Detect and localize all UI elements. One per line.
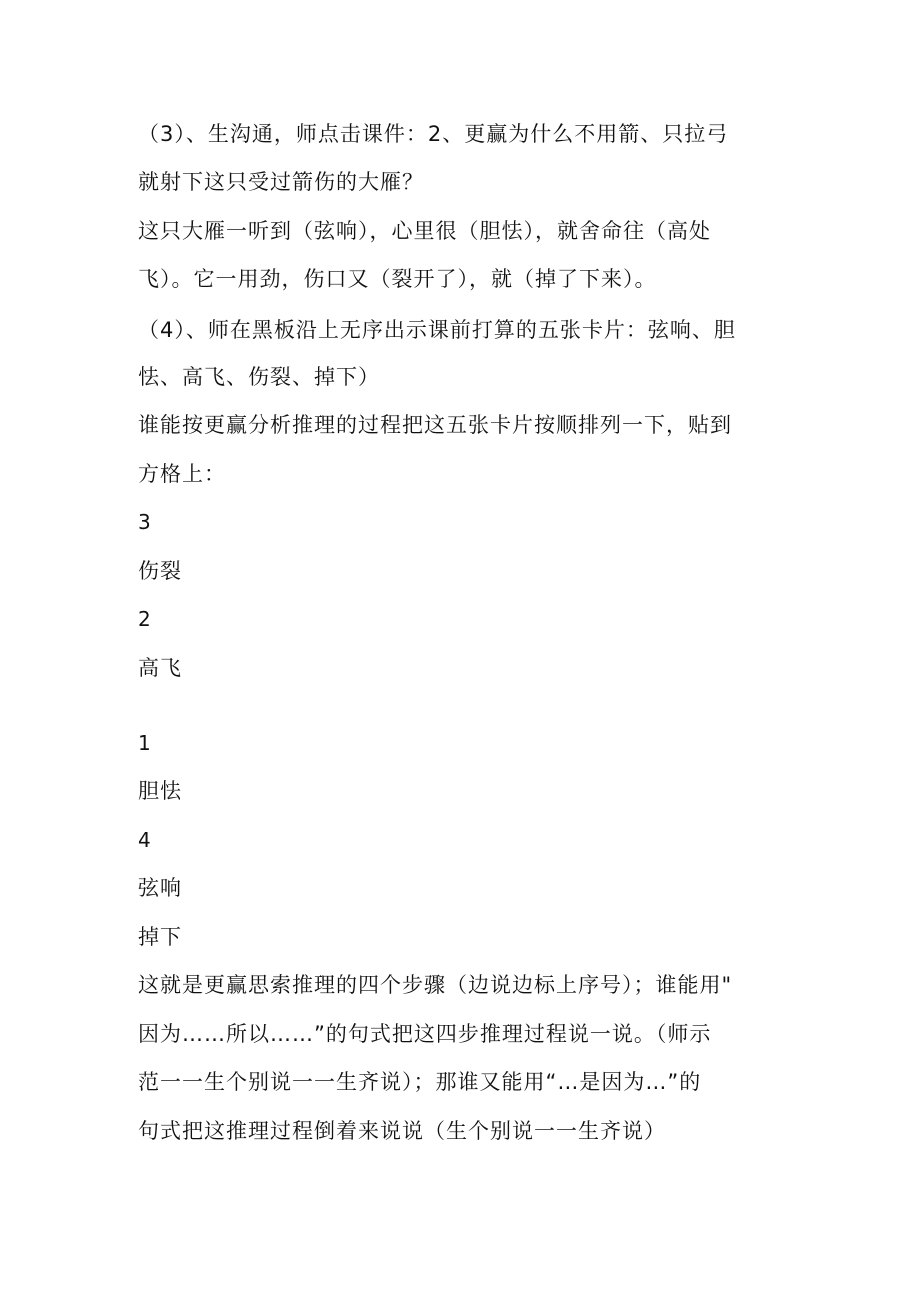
card-label: 伤裂 xyxy=(138,559,182,583)
card-label: 弦响 xyxy=(138,876,182,900)
text-line: 这就是更赢思索推理的四个步骤（边说边标上序号）；谁能用" xyxy=(138,973,733,997)
card-label: 高飞 xyxy=(138,656,182,680)
text-line: 怯、高飞、伤裂、掉下） xyxy=(138,365,380,389)
card-number: 1 xyxy=(138,731,152,755)
card-label: 胆怯 xyxy=(138,779,182,803)
text-line: （3）、生沟通，师点击课件：2、更赢为什么不用箭、只拉弓 xyxy=(138,122,729,146)
text-line: 飞）。它一用劲，伤口又（裂开了），就（掉了下来）。 xyxy=(138,267,657,291)
text-line: 方格上： xyxy=(138,462,226,486)
text-line: 范一一生个别说一一生齐说）；那谁又能用“…是因为…”的 xyxy=(138,1070,702,1094)
text-line: 这只大雁一听到（弦响），心里很（胆怯），就舍命往（高处 xyxy=(138,219,711,243)
text-line: 谁能按更赢分析推理的过程把这五张卡片按顺排列一下，贴到 xyxy=(138,413,732,437)
card-number: 2 xyxy=(138,607,152,631)
card-number: 4 xyxy=(138,828,152,852)
text-line: 因为……所以……”的句式把这四步推理过程说一说。（师示 xyxy=(138,1022,712,1046)
card-number: 3 xyxy=(138,510,152,534)
text-line: （4）、师在黑板沿上无序出示课前打算的五张卡片：弦响、胆 xyxy=(138,318,736,342)
text-line: 就射下这只受过箭伤的大雁？ xyxy=(138,170,424,194)
text-line: 句式把这推理过程倒着来说说（生个别说一一生齐说） xyxy=(138,1119,666,1143)
card-label: 掉下 xyxy=(138,925,182,949)
